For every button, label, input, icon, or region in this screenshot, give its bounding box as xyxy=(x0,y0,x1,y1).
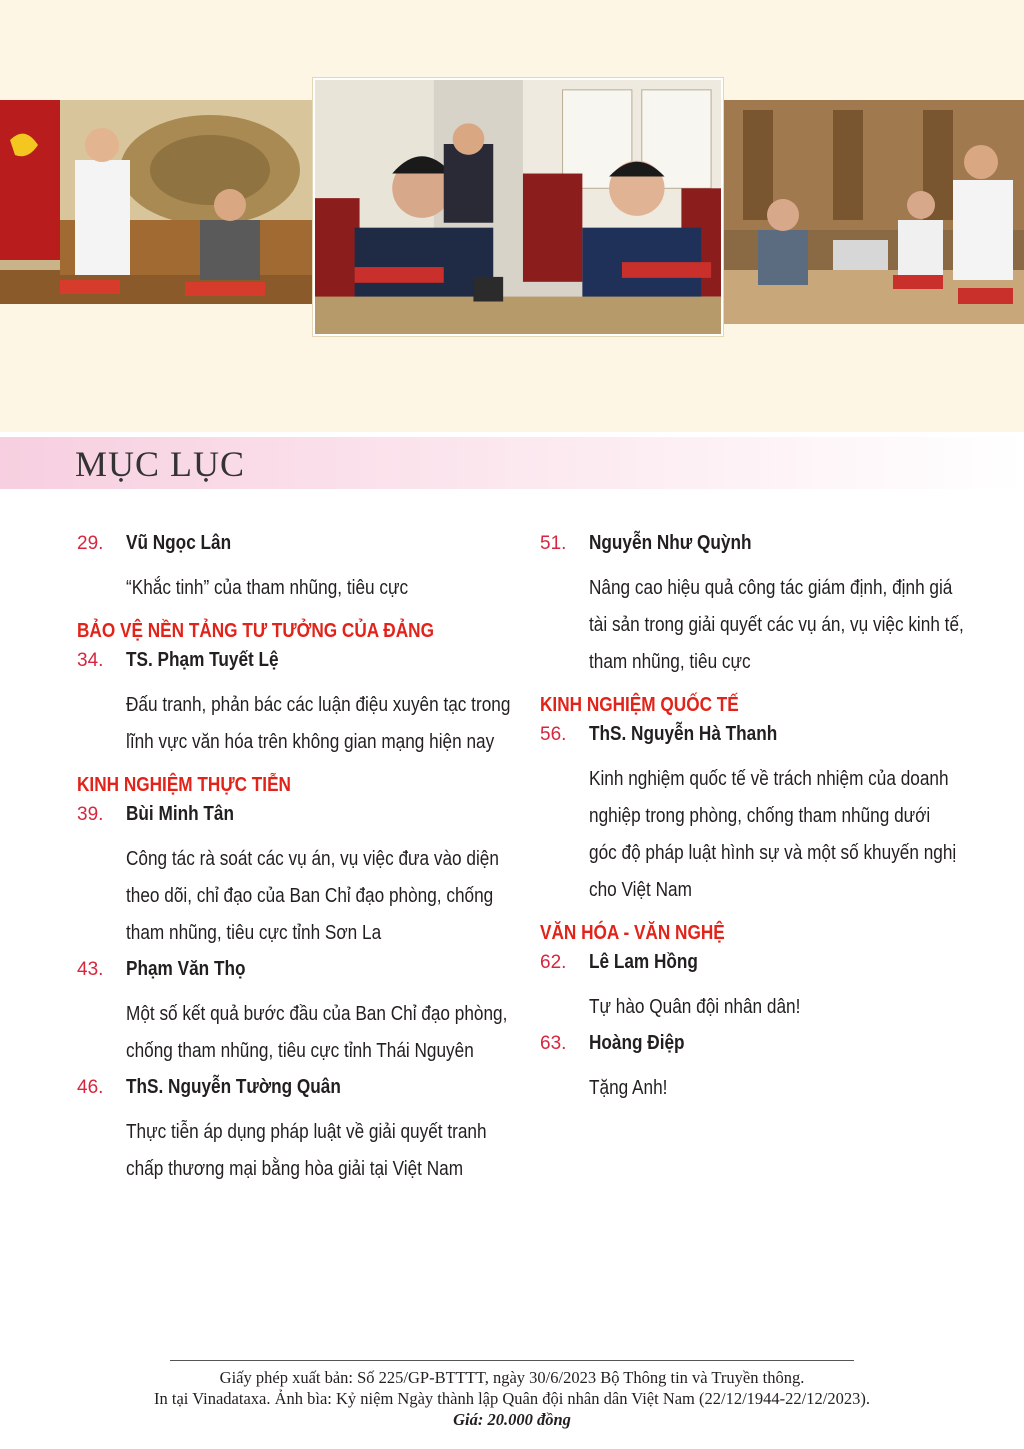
article-title xyxy=(540,570,964,681)
article-title-line: Tặng Anh! xyxy=(589,1077,668,1099)
toc-left-column xyxy=(77,532,511,1194)
author-name: ThS. Nguyễn Tường Quân xyxy=(126,1076,341,1098)
author-name: Phạm Văn Thọ xyxy=(126,958,246,980)
article-title xyxy=(77,570,497,607)
author-name: Vũ Ngọc Lân xyxy=(126,532,232,554)
article-title xyxy=(540,761,960,909)
toc-entry-header xyxy=(77,1076,497,1112)
toc-entry-header xyxy=(77,532,497,568)
article-title-line: Công tác rà soát các vụ án, vụ việc đưa vào diện xyxy=(126,848,499,870)
toc-entry-header xyxy=(77,649,497,685)
article-title-line: lĩnh vực văn hóa trên không gian mạng hiện nay xyxy=(126,731,495,753)
section-heading: BẢO VỆ NỀN TẢNG TƯ TƯỞNG CỦA ĐẢNG xyxy=(77,620,434,642)
section-heading: VĂN HÓA - VĂN NGHỆ xyxy=(540,922,725,944)
toc-entry[interactable] xyxy=(77,803,497,952)
author-name: Nguyễn Như Quỳnh xyxy=(589,532,752,554)
footer-print-info: In tại Vinadataxa. Ảnh bìa: Kỷ niệm Ngày thành lập Quân đội nhân dân Việt Nam (22/12/1944-22/12/2023). xyxy=(154,1389,870,1408)
toc-entry[interactable] xyxy=(540,723,960,909)
page-number: 34. xyxy=(77,650,104,671)
toc-entry[interactable] xyxy=(77,958,508,1070)
article-title-line: chấp thương mại bằng hòa giải tại Việt Nam xyxy=(126,1158,464,1180)
meeting-photo-right xyxy=(723,100,1024,324)
page-number: 43. xyxy=(77,959,104,980)
article-title-line: tham nhũng, tiêu cực tỉnh Sơn La xyxy=(126,922,382,944)
article-title-line: cho Việt Nam xyxy=(589,879,692,901)
section-heading: KINH NGHIỆM THỰC TIỄN xyxy=(77,774,291,796)
article-title xyxy=(77,1114,497,1188)
article-title-line: góc độ pháp luật hình sự và một số khuyến nghị xyxy=(589,842,957,864)
article-title-line: theo dõi, chỉ đạo của Ban Chỉ đạo phòng, chống xyxy=(126,885,494,907)
footer-divider xyxy=(170,1360,854,1361)
page-number: 46. xyxy=(77,1077,104,1098)
article-title-line: Tự hào Quân đội nhân dân! xyxy=(589,996,801,1018)
article-title-line: “Khắc tinh” của tham nhũng, tiêu cực xyxy=(126,577,409,599)
toc-entry[interactable] xyxy=(540,951,960,1026)
article-title-line: Một số kết quả bước đầu của Ban Chỉ đạo phòng, xyxy=(126,1003,508,1025)
author-name: Lê Lam Hồng xyxy=(589,951,698,973)
article-title xyxy=(540,989,960,1026)
toc-entry-header xyxy=(540,951,960,987)
toc-header-band xyxy=(0,437,1024,489)
toc-entry-header xyxy=(77,803,497,839)
page-number: 29. xyxy=(77,533,104,554)
footer-price: Giá: 20.000 đồng xyxy=(453,1410,571,1429)
article-title-line: nghiệp trong phòng, chống tham nhũng dưới xyxy=(589,805,931,827)
page-number: 39. xyxy=(77,804,104,825)
toc-entry-header xyxy=(540,723,960,759)
article-title xyxy=(77,687,511,761)
page-number: 51. xyxy=(540,533,567,554)
page-number: 62. xyxy=(540,952,567,973)
article-title-line: chống tham nhũng, tiêu cực tỉnh Thái Nguyên xyxy=(126,1040,474,1062)
page-number: 56. xyxy=(540,724,567,745)
section-heading: KINH NGHIỆM QUỐC TẾ xyxy=(540,694,739,716)
toc-entry[interactable] xyxy=(540,532,964,681)
article-title-line: Nâng cao hiệu quả công tác giám định, định giá xyxy=(589,577,953,599)
article-title-line: Thực tiễn áp dụng pháp luật về giải quyết tranh xyxy=(126,1121,487,1143)
entry-gap xyxy=(540,1107,960,1113)
article-title xyxy=(77,841,497,952)
entry-gap xyxy=(77,1188,497,1194)
author-name: TS. Phạm Tuyết Lệ xyxy=(126,649,279,671)
article-title xyxy=(540,1070,960,1107)
article-title-line: tham nhũng, tiêu cực xyxy=(589,651,751,673)
article-title-line: tài sản trong giải quyết các vụ án, vụ việc kinh tế, xyxy=(589,614,964,636)
page-number: 63. xyxy=(540,1033,567,1054)
toc-entry[interactable] xyxy=(77,532,497,607)
article-title-line: Kinh nghiệm quốc tế về trách nhiệm của doanh xyxy=(589,768,949,790)
meeting-photo-center xyxy=(313,78,723,336)
footer xyxy=(0,1360,1024,1430)
toc-entry[interactable] xyxy=(540,1032,960,1107)
toc-entry-header xyxy=(77,958,497,994)
toc-right-column xyxy=(540,532,964,1113)
toc-entry-header xyxy=(540,532,960,568)
toc-entry[interactable] xyxy=(77,1076,497,1188)
footer-license: Giấy phép xuất bản: Số 225/GP-BTTTT, ngày 30/6/2023 Bộ Thông tin và Truyền thông. xyxy=(219,1368,805,1387)
author-name: Hoàng Điệp xyxy=(589,1032,685,1054)
author-name: ThS. Nguyễn Hà Thanh xyxy=(589,723,778,745)
toc-entry-header xyxy=(540,1032,960,1068)
toc-title: MỤC LỤC xyxy=(75,444,246,484)
meeting-photo-left xyxy=(0,100,313,304)
author-name: Bùi Minh Tân xyxy=(126,803,234,825)
toc-entry[interactable] xyxy=(77,649,511,761)
article-title xyxy=(77,996,508,1070)
article-title-line: Đấu tranh, phản bác các luận điệu xuyên tạc trong xyxy=(126,694,511,716)
